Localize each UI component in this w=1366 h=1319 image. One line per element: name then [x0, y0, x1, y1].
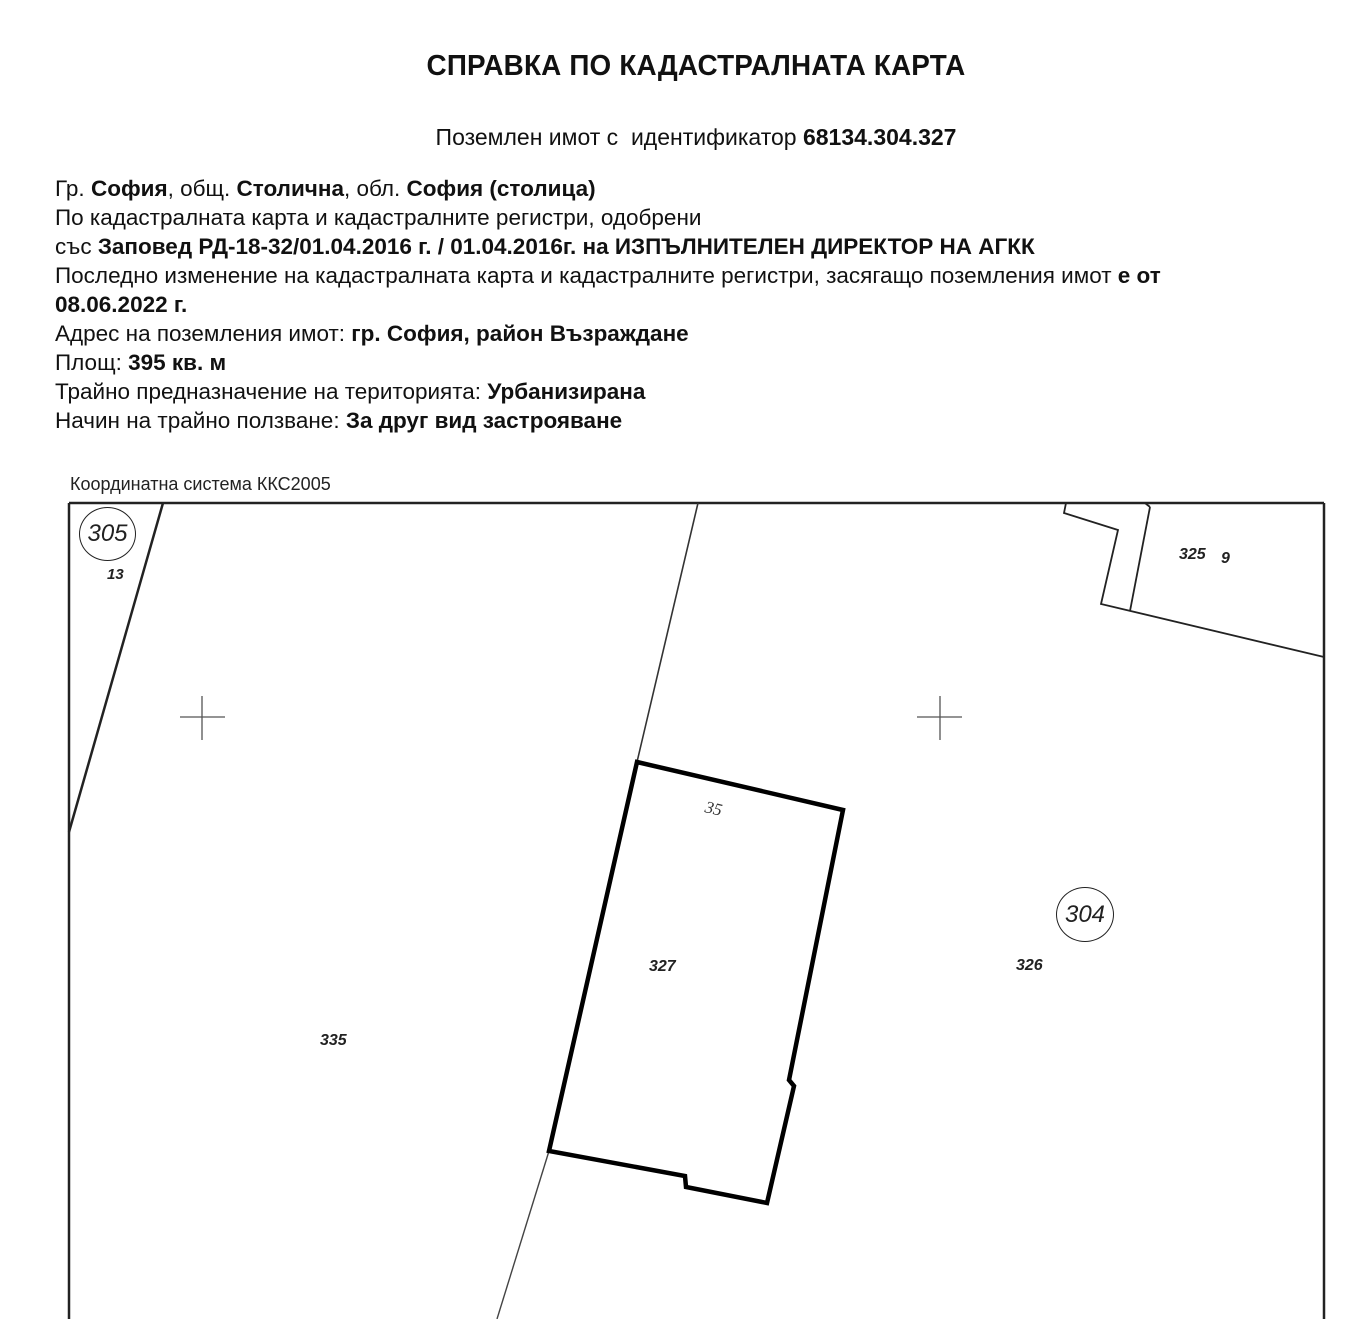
- purpose-label: Трайно предназначение на територията:: [55, 379, 482, 404]
- parcel-boundaries: [69, 503, 1324, 1319]
- order-value: Заповед РД-18-32/01.04.2016 г. / 01.04.2016г. на ИЗПЪЛНИТЕЛЕН ДИРЕКТОР НА АГКК: [97, 234, 1035, 259]
- identifier-value: 68134.304.327: [802, 124, 957, 150]
- quarter-marker-304: 304: [1056, 887, 1114, 942]
- map-frame: [69, 503, 1324, 1319]
- address-label: Адрес на поземления имот:: [55, 321, 346, 346]
- grid-crosses: [180, 696, 962, 740]
- area-value: 395 кв. м: [128, 350, 227, 375]
- approval-line: По кадастралната карта и кадастралните регистри, одобрени: [55, 205, 702, 230]
- document-title: СПРАВКА ПО КАДАСТРАЛНАТА КАРТА: [426, 50, 966, 82]
- last-change-suffix: е от: [1117, 263, 1161, 288]
- parcel-label-13[interactable]: 13: [107, 566, 124, 583]
- city-prefix: Гр.: [55, 176, 85, 201]
- last-change-text: Последно изменение на кадастралната карта и кадастралните регистри, засягащо поземления имот: [55, 263, 1112, 288]
- parcel-label-335[interactable]: 335: [320, 1032, 347, 1049]
- usage-value: За друг вид застрояване: [345, 408, 623, 433]
- area-label: Площ:: [55, 350, 122, 375]
- city-value: София: [90, 176, 168, 201]
- municipality-prefix: , общ.: [167, 176, 231, 201]
- parcel-label-326[interactable]: 326: [1016, 957, 1043, 974]
- usage-label: Начин на трайно ползване:: [55, 408, 340, 433]
- order-prefix: със: [55, 234, 92, 259]
- parcel-label-9: 9: [1221, 550, 1230, 567]
- municipality-value: Столична: [236, 176, 344, 201]
- region-prefix: , обл.: [343, 176, 401, 201]
- building-number-label: 35: [703, 797, 725, 820]
- coordinate-system-caption: Координатна система ККС2005: [70, 474, 331, 494]
- purpose-value: Урбанизирана: [487, 379, 646, 404]
- quarter-marker-305: 305: [79, 507, 136, 561]
- parcel-label-327[interactable]: 327: [649, 958, 676, 975]
- address-value: гр. София, район Възраждане: [351, 321, 689, 346]
- parcel-label-325[interactable]: 325: [1179, 546, 1206, 563]
- parcel-327-outline[interactable]: [549, 762, 843, 1203]
- region-value: София (столица): [406, 176, 596, 201]
- identifier-label: Поземлен имот с идентификатор: [435, 124, 797, 150]
- last-change-date: 08.06.2022 г.: [55, 292, 188, 317]
